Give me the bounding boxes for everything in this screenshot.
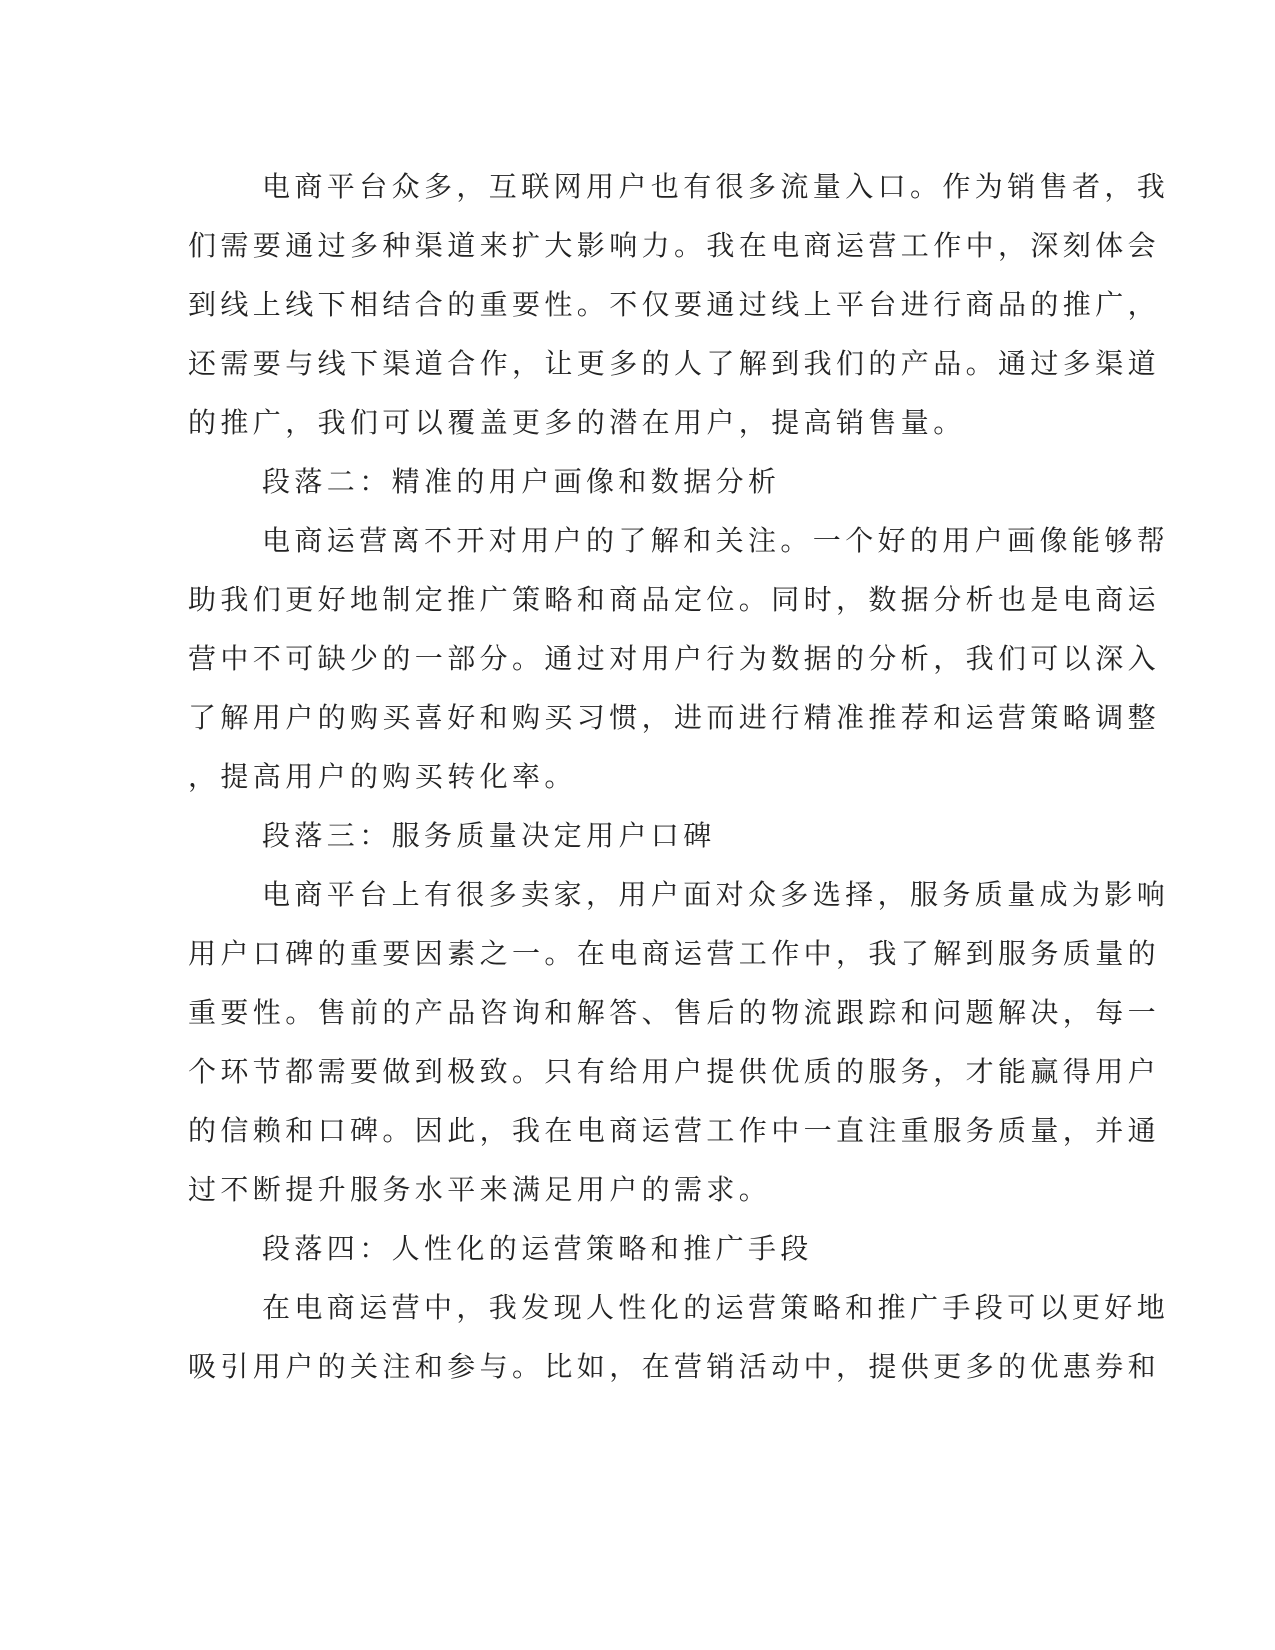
paragraph-3-line-4: 个环节都需要做到极致。只有给用户提供优质的服务，才能赢得用户 (188, 1055, 1161, 1088)
paragraph-1-line-3: 到线上线下相结合的重要性。不仅要通过线上平台进行商品的推广， (188, 288, 1161, 321)
paragraph-4-line-1: 在电商运营中，我发现人性化的运营策略和推广手段可以更好地 (262, 1291, 1170, 1324)
paragraph-4-line-2: 吸引用户的关注和参与。比如，在营销活动中，提供更多的优惠券和 (188, 1350, 1161, 1383)
paragraph-2-line-1: 电商运营离不开对用户的了解和关注。一个好的用户画像能够帮 (262, 524, 1170, 557)
section-heading-2: 段落二：精准的用户画像和数据分析 (262, 465, 781, 498)
paragraph-2-line-4: 了解用户的购买喜好和购买习惯，进而进行精准推荐和运营策略调整 (188, 701, 1161, 734)
paragraph-1-line-4: 还需要与线下渠道合作，让更多的人了解到我们的产品。通过多渠道 (188, 347, 1161, 380)
paragraph-1-line-5: 的推广，我们可以覆盖更多的潜在用户，提高销售量。 (188, 406, 966, 439)
section-heading-3: 段落三：服务质量决定用户口碑 (262, 819, 716, 852)
paragraph-3-line-6: 过不断提升服务水平来满足用户的需求。 (188, 1173, 772, 1206)
paragraph-2-line-3: 营中不可缺少的一部分。通过对用户行为数据的分析，我们可以深入 (188, 642, 1161, 675)
paragraph-2-line-2: 助我们更好地制定推广策略和商品定位。同时，数据分析也是电商运 (188, 583, 1161, 616)
paragraph-3-line-1: 电商平台上有很多卖家，用户面对众多选择，服务质量成为影响 (262, 878, 1170, 911)
paragraph-1-line-2: 们需要通过多种渠道来扩大影响力。我在电商运营工作中，深刻体会 (188, 229, 1161, 262)
paragraph-3-line-2: 用户口碑的重要因素之一。在电商运营工作中，我了解到服务质量的 (188, 937, 1161, 970)
section-heading-4: 段落四：人性化的运营策略和推广手段 (262, 1232, 813, 1265)
paragraph-2-line-5: ，提高用户的购买转化率。 (188, 760, 577, 793)
paragraph-1-line-1: 电商平台众多，互联网用户也有很多流量入口。作为销售者，我 (262, 170, 1170, 203)
paragraph-3-line-5: 的信赖和口碑。因此，我在电商运营工作中一直注重服务质量，并通 (188, 1114, 1161, 1147)
paragraph-3-line-3: 重要性。售前的产品咨询和解答、售后的物流跟踪和问题解决，每一 (188, 996, 1161, 1029)
